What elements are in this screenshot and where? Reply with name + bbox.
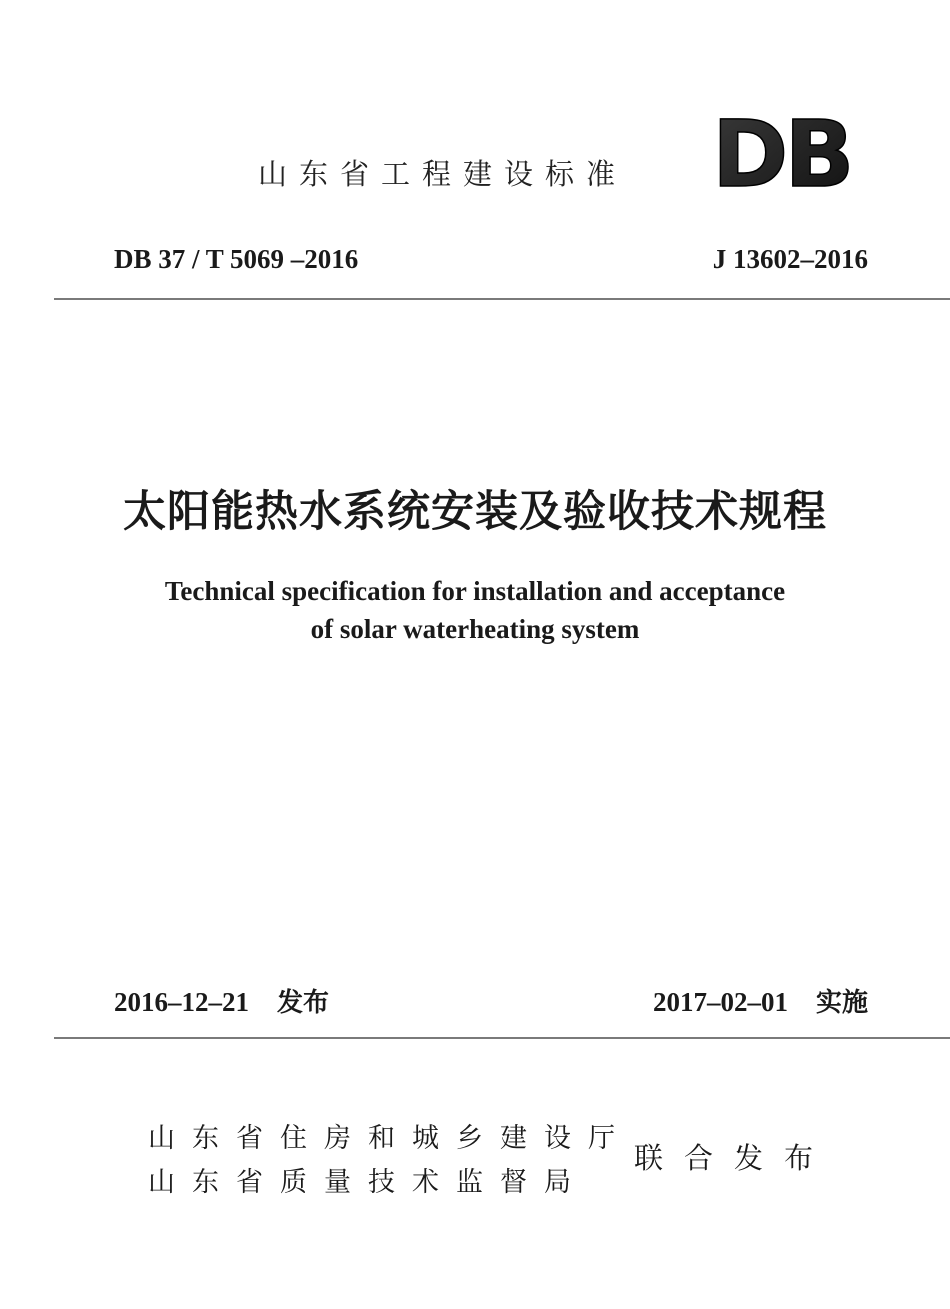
title-english-line1: Technical specification for installation and acceptance [164, 576, 786, 606]
title-chinese: 太阳能热水系统安装及验收技术规程 [123, 487, 827, 537]
issue-label: 发布 [277, 988, 330, 1018]
title-english-line2: of solar waterheating system [310, 614, 640, 644]
series-title: 山东省工程建设标准 [258, 157, 628, 191]
issuer-housing-department: 山东省住房和城乡建设厅 [148, 1123, 632, 1154]
effective-label: 实施 [815, 988, 868, 1018]
effective-date-row [653, 982, 868, 1019]
joint-issue-label: 联合发布 [634, 1141, 835, 1175]
record-number: J 13602–2016 [712, 244, 868, 274]
effective-date: 2017–02–01 [652, 987, 788, 1017]
db-logo [710, 110, 875, 194]
issue-date-row [114, 982, 329, 1019]
standard-number: DB 37 / T 5069 –2016 [114, 244, 359, 274]
top-divider [54, 298, 950, 300]
issue-date: 2016–12–21 [114, 987, 249, 1017]
bottom-divider [54, 1037, 950, 1039]
issuer-quality-bureau: 山东省质量技术监督局 [148, 1167, 588, 1198]
db-logo-text: DB [712, 110, 851, 194]
